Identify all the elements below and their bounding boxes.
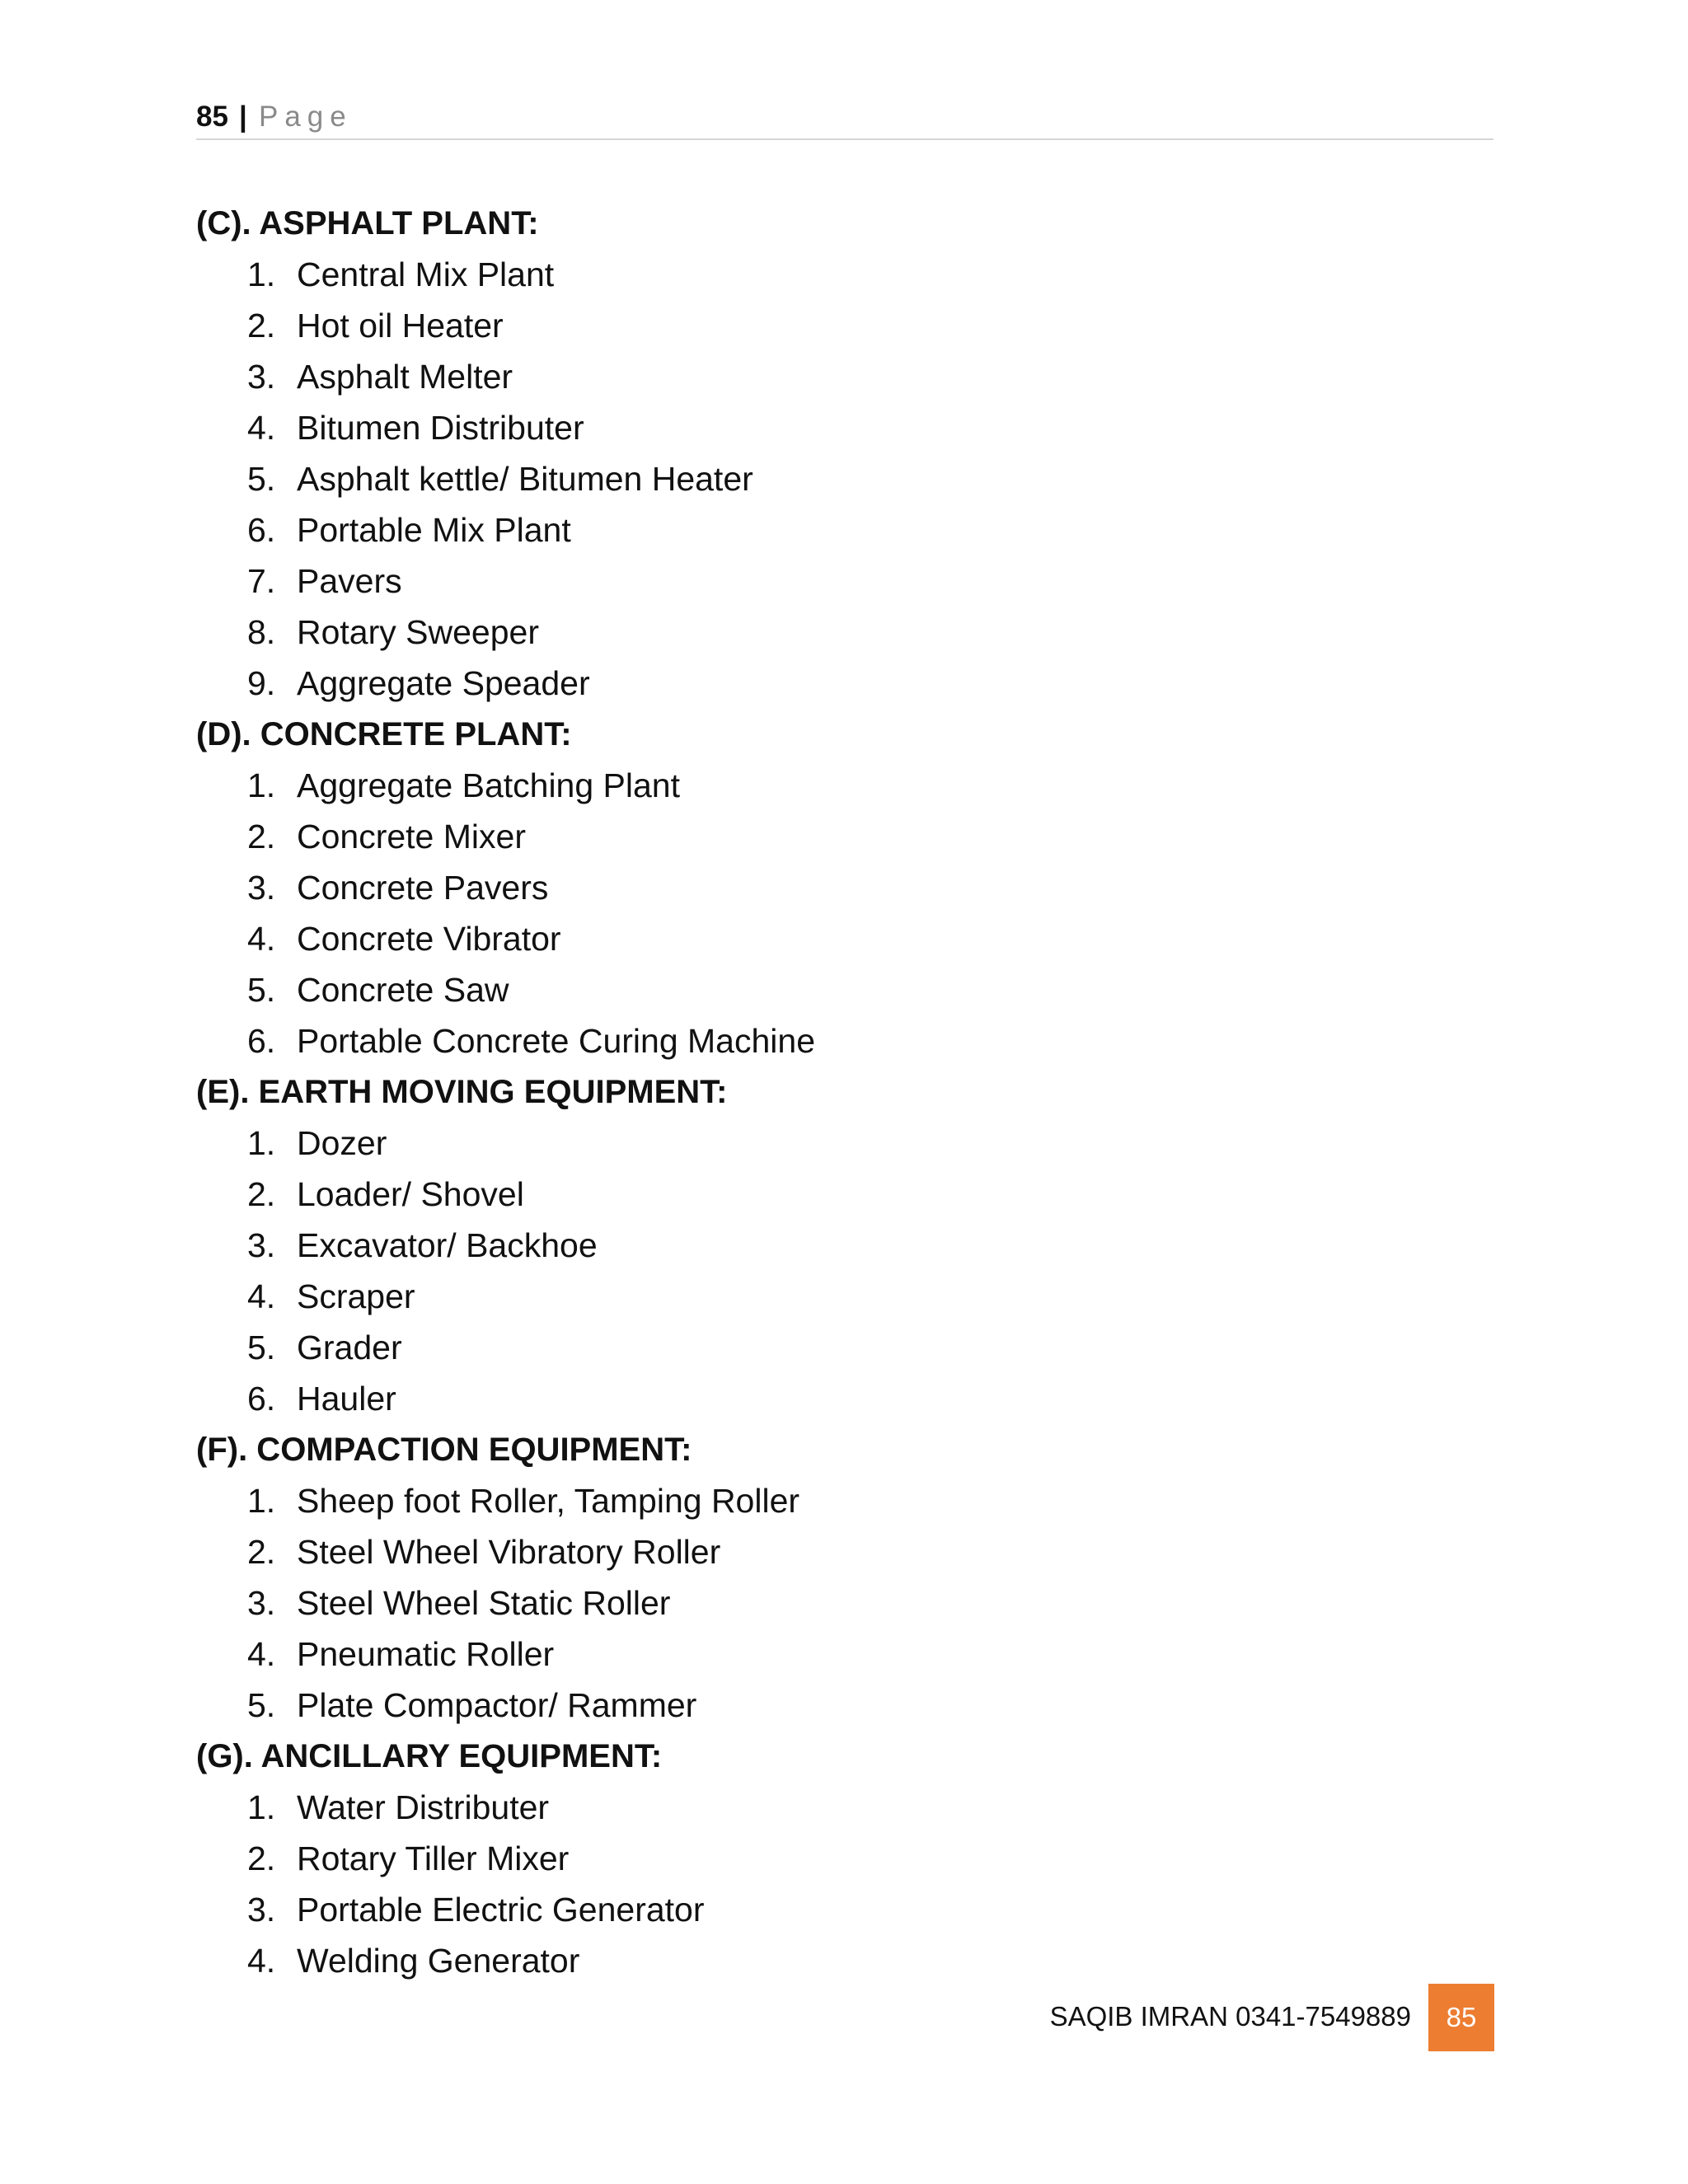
section-heading: (G). ANCILLARY EQUIPMENT: xyxy=(196,1738,663,1774)
list-item xyxy=(196,862,1493,913)
item-text: Pavers xyxy=(297,562,402,600)
item-text: Central Mix Plant xyxy=(297,255,555,293)
item-number: 2. xyxy=(247,1533,276,1571)
item-number: 1. xyxy=(247,766,276,804)
item-number: 5. xyxy=(247,971,276,1009)
list-item xyxy=(196,1935,1493,1986)
item-number: 7. xyxy=(247,562,276,600)
item-number: 4. xyxy=(247,409,276,447)
item-text: Aggregate Speader xyxy=(297,664,590,702)
item-text: Dozer xyxy=(297,1124,387,1162)
item-number: 4. xyxy=(247,1635,276,1673)
section-heading: (D). CONCRETE PLANT: xyxy=(196,716,572,752)
item-text: Scraper xyxy=(297,1277,415,1315)
list-item xyxy=(196,1833,1493,1884)
list-item xyxy=(196,249,1493,300)
item-number: 3. xyxy=(247,869,276,907)
item-number: 3. xyxy=(247,358,276,396)
item-number: 9. xyxy=(247,664,276,702)
item-text: Hot oil Heater xyxy=(297,307,504,344)
list-item xyxy=(196,811,1493,862)
list-item xyxy=(196,453,1493,504)
section-compaction-equipment xyxy=(196,1424,1493,1731)
item-text: Sheep foot Roller, Tamping Roller xyxy=(297,1482,800,1520)
list-item xyxy=(196,1782,1493,1833)
list-item xyxy=(196,1015,1493,1066)
item-number: 1. xyxy=(247,1788,276,1826)
list-item xyxy=(196,964,1493,1015)
list-item xyxy=(196,607,1493,658)
item-text: Excavator/ Backhoe xyxy=(297,1226,598,1264)
section-heading: (C). ASPHALT PLANT: xyxy=(196,205,539,241)
section-earth-moving-equipment xyxy=(196,1066,1493,1424)
item-number: 1. xyxy=(247,1482,276,1520)
item-number: 6. xyxy=(247,1380,276,1418)
item-text: Aggregate Batching Plant xyxy=(297,766,680,804)
list-item xyxy=(196,658,1493,709)
item-number: 6. xyxy=(247,1022,276,1060)
list-item xyxy=(196,300,1493,351)
item-number: 5. xyxy=(247,460,276,498)
section-asphalt-plant xyxy=(196,198,1493,709)
item-text: Bitumen Distributer xyxy=(297,409,584,447)
item-number: 3. xyxy=(247,1891,276,1929)
item-number: 6. xyxy=(247,511,276,549)
item-text: Steel Wheel Vibratory Roller xyxy=(297,1533,721,1571)
list-item xyxy=(196,504,1493,555)
item-text: Asphalt kettle/ Bitumen Heater xyxy=(297,460,753,498)
list-item xyxy=(196,1629,1493,1680)
item-text: Portable Electric Generator xyxy=(297,1891,705,1929)
header-page-word: Page xyxy=(259,101,353,133)
item-text: Rotary Tiller Mixer xyxy=(297,1840,570,1877)
item-number: 4. xyxy=(247,920,276,958)
item-number: 3. xyxy=(247,1226,276,1264)
header-separator: | xyxy=(239,101,247,133)
item-text: Steel Wheel Static Roller xyxy=(297,1584,671,1622)
list-item xyxy=(196,351,1493,402)
item-text: Hauler xyxy=(297,1380,396,1418)
item-number: 1. xyxy=(247,1124,276,1162)
page-header xyxy=(196,97,1493,140)
list-item xyxy=(196,913,1493,964)
footer-page-number-badge: 85 xyxy=(1428,1984,1494,2051)
header-page-number: 85 xyxy=(196,101,228,133)
list-item xyxy=(196,555,1493,607)
item-text: Portable Concrete Curing Machine xyxy=(297,1022,815,1060)
list-item xyxy=(196,1577,1493,1629)
item-text: Welding Generator xyxy=(297,1942,580,1980)
item-text: Asphalt Melter xyxy=(297,358,513,396)
item-text: Water Distributer xyxy=(297,1788,550,1826)
section-heading: (E). EARTH MOVING EQUIPMENT: xyxy=(196,1074,728,1110)
item-number: 2. xyxy=(247,1840,276,1877)
item-number: 5. xyxy=(247,1329,276,1366)
item-number: 5. xyxy=(247,1686,276,1724)
list-item xyxy=(196,1118,1493,1169)
item-text: Concrete Vibrator xyxy=(297,920,561,958)
item-text: Concrete Saw xyxy=(297,971,509,1009)
item-number: 2. xyxy=(247,818,276,855)
item-number: 2. xyxy=(247,1175,276,1213)
item-text: Rotary Sweeper xyxy=(297,613,539,651)
list-item xyxy=(196,760,1493,811)
item-text: Portable Mix Plant xyxy=(297,511,571,549)
list-item xyxy=(196,1271,1493,1322)
list-item xyxy=(196,1680,1493,1731)
footer-author-contact: SAQIB IMRAN 0341-7549889 xyxy=(1049,2001,1411,2032)
list-item xyxy=(196,1475,1493,1526)
list-item xyxy=(196,1884,1493,1935)
item-number: 1. xyxy=(247,255,276,293)
item-text: Grader xyxy=(297,1329,402,1366)
item-text: Loader/ Shovel xyxy=(297,1175,524,1213)
list-item xyxy=(196,1526,1493,1577)
section-concrete-plant xyxy=(196,709,1493,1066)
item-text: Pneumatic Roller xyxy=(297,1635,555,1673)
list-item xyxy=(196,402,1493,453)
list-item xyxy=(196,1322,1493,1373)
section-ancillary-equipment xyxy=(196,1731,1493,1986)
item-text: Plate Compactor/ Rammer xyxy=(297,1686,697,1724)
list-item xyxy=(196,1169,1493,1220)
item-number: 2. xyxy=(247,307,276,344)
item-text: Concrete Pavers xyxy=(297,869,549,907)
item-number: 8. xyxy=(247,613,276,651)
item-number: 4. xyxy=(247,1277,276,1315)
item-text: Concrete Mixer xyxy=(297,818,526,855)
document-body xyxy=(196,198,1493,1986)
item-number: 4. xyxy=(247,1942,276,1980)
item-number: 3. xyxy=(247,1584,276,1622)
list-item xyxy=(196,1373,1493,1424)
list-item xyxy=(196,1220,1493,1271)
section-heading: (F). COMPACTION EQUIPMENT: xyxy=(196,1432,692,1468)
